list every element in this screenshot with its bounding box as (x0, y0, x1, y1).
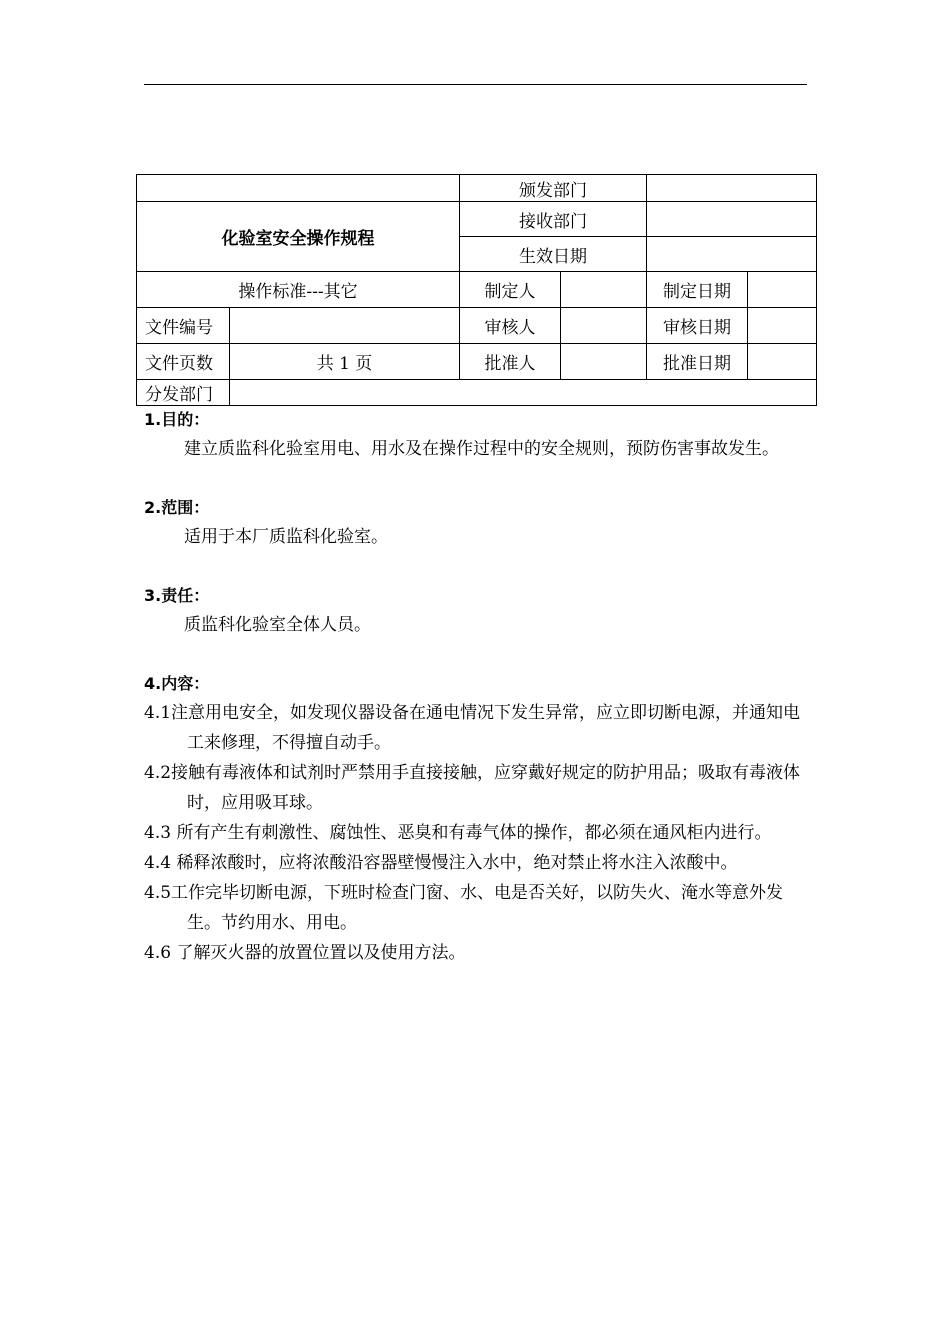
content-heading: 4.内容： (144, 674, 210, 693)
effective-date-value (647, 237, 817, 272)
distribution-label: 分发部门 (137, 380, 230, 406)
content-item: 4.3 所有产生有刺激性、腐蚀性、恶臭和有毒气体的操作，都必须在通风柜内进行。 (144, 823, 772, 843)
approver-label: 批准人 (460, 344, 561, 380)
issue-dept-label: 颁发部门 (460, 175, 647, 202)
scope-heading: 2.范围： (144, 498, 210, 517)
content-item: 4.4 稀释浓酸时，应将浓酸沿容器壁慢慢注入水中，绝对禁止将水注入浓酸中。 (144, 853, 738, 873)
issue-dept-value (647, 175, 817, 202)
approver-value (561, 344, 647, 380)
content-item: 4.6 了解灭火器的放置位置以及使用方法。 (144, 943, 466, 963)
page-count-label: 文件页数 (137, 344, 230, 380)
approve-date-label: 批准日期 (647, 344, 748, 380)
document-header-table (136, 174, 817, 406)
reviewer-value (561, 308, 647, 344)
purpose-text: 建立质监科化验室用电、用水及在操作过程中的安全规则，预防伤害事故发生。 (184, 439, 779, 459)
content-item: 4.5工作完毕切断电源，下班时检查门窗、水、电是否关好，以防失火、淹水等意外发生。节约用水、用电。 (144, 883, 784, 933)
header-rule (144, 84, 807, 85)
page-count-value: 共 1 页 (230, 344, 460, 380)
receive-dept-value (647, 202, 817, 237)
receive-dept-label: 接收部门 (460, 202, 647, 237)
blank-cell (137, 175, 460, 202)
distribution-value (230, 380, 817, 406)
author-value (561, 272, 647, 308)
author-date-label: 制定日期 (647, 272, 748, 308)
content-item: 4.2接触有毒液体和试剂时严禁用手直接接触，应穿戴好规定的防护用品；吸取有毒液体时，应用吸耳球。 (144, 763, 801, 813)
responsibility-heading: 3.责任： (144, 586, 210, 605)
approve-date-value (748, 344, 817, 380)
document-body (144, 406, 814, 968)
doc-no-value (230, 308, 460, 344)
document-title: 化验室安全操作规程 (137, 202, 460, 272)
purpose-heading: 1.目的： (144, 410, 210, 429)
review-date-label: 审核日期 (647, 308, 748, 344)
responsibility-text: 质监科化验室全体人员。 (184, 615, 371, 635)
reviewer-label: 审核人 (460, 308, 561, 344)
content-item: 4.1注意用电安全，如发现仪器设备在通电情况下发生异常，应立即切断电源，并通知电工来修理，不得擅自动手。 (144, 703, 801, 753)
scope-text: 适用于本厂质监科化验室。 (184, 527, 388, 547)
review-date-value (748, 308, 817, 344)
effective-date-label: 生效日期 (460, 237, 647, 272)
category-label: 操作标准---其它 (137, 272, 460, 308)
doc-no-label: 文件编号 (137, 308, 230, 344)
author-date-value (748, 272, 817, 308)
author-label: 制定人 (460, 272, 561, 308)
